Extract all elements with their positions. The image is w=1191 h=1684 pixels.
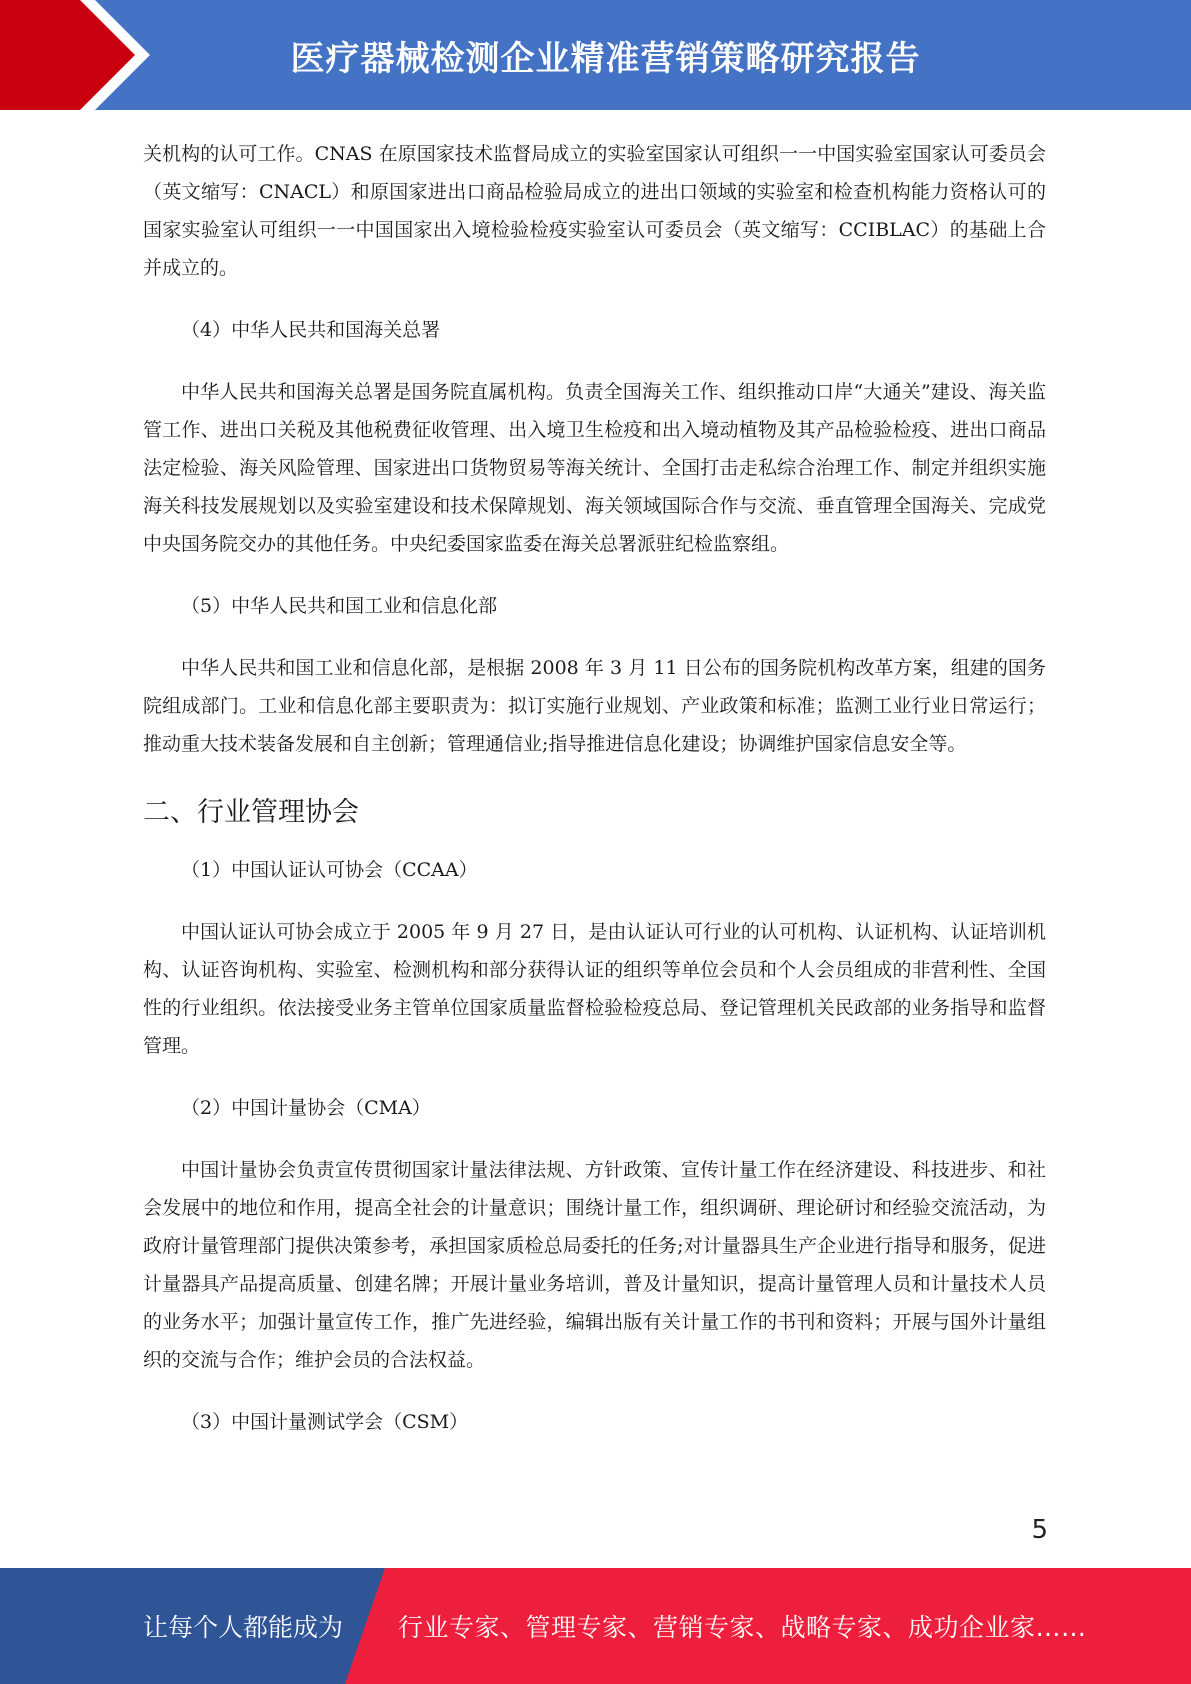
page-header-band — [0, 0, 1191, 110]
subheading-cma: （2）中国计量协会（CMA） — [181, 1097, 431, 1119]
subheading-csm: （3）中国计量测试学会（CSM） — [181, 1411, 469, 1433]
paragraph-cma: 中国计量协会负责宣传贯彻国家计量法律法规、方针政策、宣传计量工作在经济建设、科技进步、和社会发展中的地位和作用，提高全社会的计量意识；围绕计量工作，组织调研、理论研讨和经验交流活动，为政府计量管理部门提供决策参考，承担国家质检总局委托的任务;对计量器具生产企业进行指导和服务，促进计量器具产品提高质量、创建名牌；开展计量业务培训，普及计量知识，提高计量管理人员和计量技术人员的业务水平；加强计量宣传工作，推广先进经验，编辑出版有关计量工作的书刊和资料；开展与国外计量组织的交流与合作；维护会员的合法权益。 — [143, 1159, 1046, 1371]
subheading-ccaa: （1）中国认证认可协会（CCAA） — [181, 859, 478, 881]
footer-slogan-right: 行业专家、管理专家、营销专家、战略专家、成功企业家…… — [398, 1613, 1087, 1642]
page-footer-band — [0, 1568, 1191, 1684]
page-content — [143, 135, 1046, 1465]
section-heading-associations: 二、行业管理协会 — [143, 797, 359, 828]
subheading-customs: （4）中华人民共和国海关总署 — [181, 319, 441, 341]
paragraph-miit: 中华人民共和国工业和信息化部，是根据 2008 年 3 月 11 日公布的国务院机构改革方案，组建的国务院组成部门。工业和信息化部主要职责为：拟订实施行业规划、产业政策和标准；监测工业行业日常运行；推动重大技术装备发展和自主创新；管理通信业;指导推进信息化建设；协调维护国家信息安全等。 — [143, 657, 1046, 755]
report-title: 医疗器械检测企业精准营销策略研究报告 — [290, 38, 921, 79]
paragraph-cnas-continuation: 关机构的认可工作。CNAS 在原国家技术监督局成立的实验室国家认可组织一一中国实验室国家认可委员会（英文缩写：CNACL）和原国家进出口商品检验局成立的进出口领域的实验室和检查机构能力资格认可的国家实验室认可组织一一中国国家出入境检验检疫实验室认可委员会（英文缩写：CCIBLAC）的基础上合并成立的。 — [143, 143, 1046, 279]
paragraph-customs: 中华人民共和国海关总署是国务院直属机构。负责全国海关工作、组织推动口岸“大通关”建设、海关监管工作、进出口关税及其他税费征收管理、出入境卫生检疫和出入境动植物及其产品检验检疫、进出口商品法定检验、海关风险管理、国家进出口货物贸易等海关统计、全国打击走私综合治理工作、制定并组织实施海关科技发展规划以及实验室建设和技术保障规划、海关领域国际合作与交流、垂直管理全国海关、完成党中央国务院交办的其他任务。中央纪委国家监委在海关总署派驻纪检监察组。 — [143, 381, 1046, 555]
page-number: 5 — [1031, 1515, 1048, 1545]
footer-slogan-left: 让每个人都能成为 — [143, 1613, 344, 1642]
paragraph-ccaa: 中国认证认可协会成立于 2005 年 9 月 27 日，是由认证认可行业的认可机构、认证机构、认证培训机构、认证咨询机构、实验室、检测机构和部分获得认证的组织等单位会员和个人会员组成的非营利性、全国性的行业组织。依法接受业务主管单位国家质量监督检验检疫总局、登记管理机关民政部的业务指导和监督管理。 — [143, 921, 1046, 1057]
subheading-miit: （5）中华人民共和国工业和信息化部 — [181, 595, 498, 617]
